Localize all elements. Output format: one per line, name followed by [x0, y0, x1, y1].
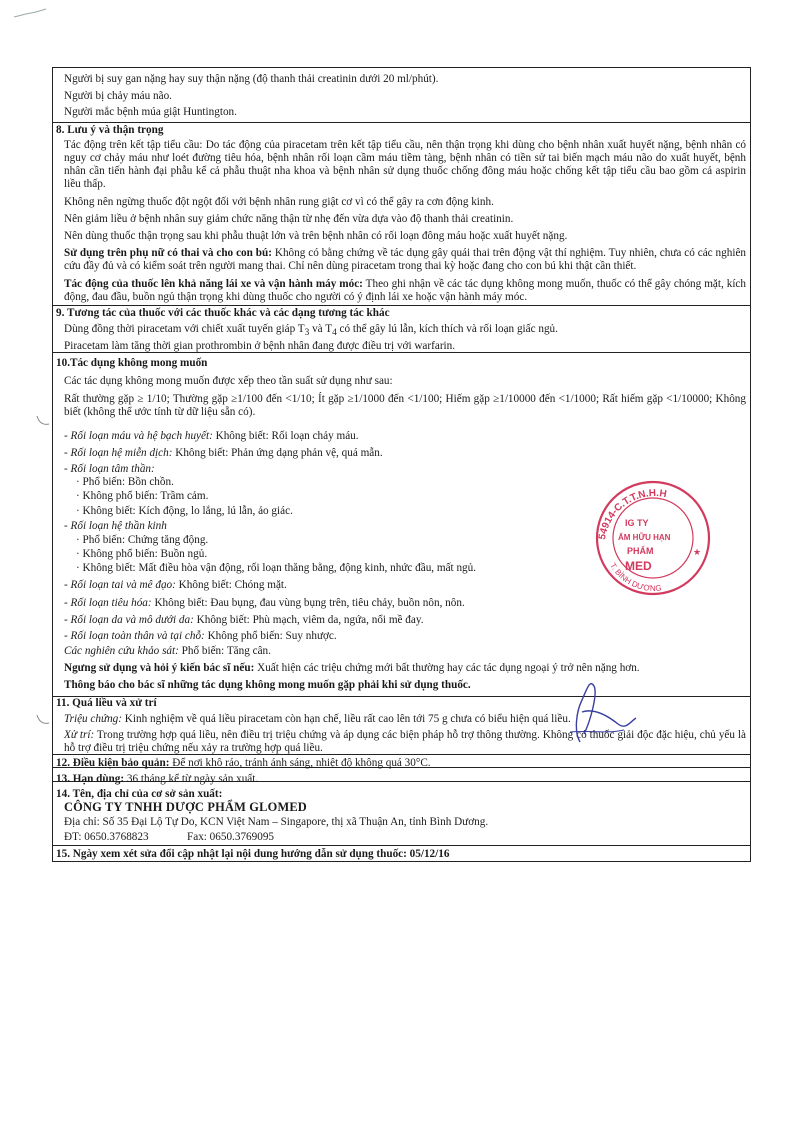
row-divider: [53, 696, 750, 697]
ae-psychiatric: - Rối loạn tâm thần:: [64, 463, 155, 475]
ae-label: Rối loạn máu và hệ bạch huyết:: [70, 430, 213, 442]
section-8-paragraph: Không nên ngừng thuốc đột ngột đối với bệnh nhân rung giật cơ vì có thể gây ra cơn động kinh.: [64, 196, 494, 208]
ae-text: Không biết: Phù mạch, viêm da, ngứa, nổi mề đay.: [193, 614, 424, 626]
ae-text: Phổ biến: Tăng cân.: [178, 645, 271, 657]
section-10-title: 10.Tác dụng không mong muốn: [56, 357, 208, 369]
stop-text: Xuất hiện các triệu chứng mới bất thường hay các tác dụng ngoại ý trở nên nặng hơn.: [254, 662, 640, 674]
company-name: CÔNG TY TNHH DƯỢC PHẨM GLOMED: [64, 800, 307, 814]
company-stamp: [585, 470, 715, 600]
ae-investigations: [64, 645, 271, 658]
contraindication-line: Người bị chảy máu não.: [64, 90, 172, 102]
section-11-title: 11. Quá liều và xử trí: [56, 697, 157, 709]
ae-sub-item: · Không biết: Mất điều hòa vận động, rối loạn thăng bằng, động kinh, nhức đầu, mất ngủ.: [76, 562, 477, 574]
overdose-treatment: [64, 729, 746, 755]
row-divider: [53, 122, 750, 123]
ae-label: Rối loạn hệ thần kinh: [70, 520, 167, 532]
ae-blood: - Rối loạn máu và hệ bạch huyết: Không biết: Rối loạn chảy máu.: [64, 430, 359, 442]
revision-label: 15. Ngày xem xét sửa đổi cập nhật lại nội dung hướng dẫn sử dụng thuốc:: [56, 848, 407, 860]
ae-gastro: - Rối loạn tiêu hóa: Không biết: Đau bụng, đau vùng bụng trên, tiêu chảy, buồn nôn, nôn.: [64, 597, 465, 609]
pregnancy-paragraph: [64, 247, 746, 273]
treatment-text: Trong trường hợp quá liều, nên điều trị triệu chứng và áp dụng các biện pháp hỗ trợ thông thường. Không có thuốc giải độc đặc hiệu, chủ yếu là hỗ trợ điều trị triệu chứng nếu xảy ra trường hợp quá liều.: [64, 729, 746, 754]
ae-text: Không biết: Phản ứng dạng phản vệ, quá mẫn.: [172, 447, 383, 459]
section-8-paragraph: Nên giảm liều ở bệnh nhân suy giảm chức năng thận từ nhẹ đến vừa dựa vào độ thanh thải creatinin.: [64, 213, 514, 225]
symptom-label: Triệu chứng:: [64, 713, 122, 725]
stamp-line: ẨM HỮU HẠN: [618, 533, 671, 542]
overdose-symptoms: [64, 713, 571, 726]
treatment-label: Xử trí:: [64, 729, 95, 741]
shelf-life-text: 36 tháng kể từ ngày sản xuất.: [124, 773, 259, 785]
ae-label: Rối loạn tâm thần:: [70, 463, 155, 475]
ae-text: Không biết: Đau bụng, đau vùng bụng trên, tiêu chảy, buồn nôn, nôn.: [151, 597, 465, 609]
thyroid-text: có thể gây lú lẫn, kích thích và rối loạn giấc ngủ.: [336, 323, 558, 335]
section-15-revision: [56, 848, 449, 861]
section-13-shelf-life: [56, 773, 258, 786]
ae-sub-item: · Không phổ biến: Trầm cảm.: [76, 490, 209, 502]
stop-use-line: [64, 662, 640, 675]
ae-label: Rối loạn da và mô dưới da:: [70, 614, 194, 626]
symptom-text: Kinh nghiệm về quá liều piracetam còn hạn chế, liều rất cao lên tới 75 g chưa có biểu hiện quá liều.: [122, 713, 571, 725]
storage-text: Để nơi khô ráo, tránh ánh sáng, nhiệt độ không quá 30°C.: [169, 757, 431, 769]
signature: [560, 672, 640, 746]
ae-sub-item: · Phổ biến: Bồn chồn.: [76, 476, 174, 488]
contraindication-line: Người bị suy gan nặng hay suy thận nặng (độ thanh thải creatinin dưới 20 ml/phút).: [64, 73, 439, 85]
notify-doctor-line: Thông báo cho bác sĩ những tác dụng không mong muốn gặp phải khi sử dụng thuốc.: [64, 679, 471, 691]
scan-mark: [12, 6, 48, 20]
section-8-platelet-paragraph: Tác động trên kết tập tiểu cầu: Do tác động của piracetam trên kết tập tiểu cầu, nên thận trọng khi dùng cho bệnh nhân xuất huyết nặng, bệnh nhân có nguy cơ chảy máu như loét đường tiêu hóa, bệnh nhân rối loạn cầm máu tiềm tàng, bệnh nhân có tiền sử tai biến mạch máu não do xuất huyết, bệnh nhân cần tiến hành đại phẫu kể cả phẫu thuật nha khoa và bệnh nhân sử dụng thuốc chống đông máu hoặc chống kết tập tiểu cầu bao gồm cả aspirin liều thấp.: [64, 139, 746, 190]
frequency-definition: Rất thường gặp ≥ 1/10; Thường gặp ≥1/100 đến <1/10; Ít gặp ≥1/1000 đến <1/100; Hiếm gặp ≥1/10000 đến <1/1000; Rất hiếm gặp <1/10000; Không biết (không thể ước tính từ dữ liệu sẵn có).: [64, 393, 746, 418]
ae-nervous: - Rối loạn hệ thần kinh: [64, 520, 167, 532]
section-9-warfarin-line: Piracetam làm tăng thời gian prothrombin ở bệnh nhân đang được điều trị với warfarin.: [64, 340, 456, 352]
pregnancy-label: Sử dụng trên phụ nữ có thai và cho con bú:: [64, 247, 272, 259]
thyroid-text: và T: [309, 323, 333, 335]
thyroid-text: Dùng đồng thời piracetam với chiết xuất tuyến giáp T: [64, 323, 305, 335]
ae-label: Rối loạn toàn thân và tại chỗ:: [70, 630, 205, 642]
ae-skin: - Rối loạn da và mô dưới da: Không biết: Phù mạch, viêm da, ngứa, nổi mề đay.: [64, 614, 424, 626]
punch-hole-mark: [34, 412, 52, 430]
ae-text: Không biết: Chóng mặt.: [175, 579, 287, 591]
section-12-storage: [56, 757, 431, 770]
row-divider: [53, 305, 750, 306]
stamp-star: ★: [693, 547, 702, 557]
subscript: 3: [304, 328, 310, 339]
ae-label: Rối loạn tai và mê đạo:: [70, 579, 176, 591]
punch-hole-mark: [34, 711, 52, 729]
driving-paragraph: [64, 278, 746, 304]
driving-label: Tác động của thuốc lên khả năng lái xe và vận hành máy móc:: [64, 278, 363, 290]
shelf-life-label: 13. Hạn dùng:: [56, 773, 125, 785]
company-fax: Fax: 0650.3769095: [187, 831, 275, 843]
ae-general: - Rối loạn toàn thân và tại chỗ: Không phổ biến: Suy nhược.: [64, 630, 337, 642]
company-address: Địa chỉ: Số 35 Đại Lộ Tự Do, KCN Việt Nam – Singapore, thị xã Thuận An, tỉnh Bình Dương.: [64, 816, 489, 828]
company-phone: ĐT: 0650.3768823: [64, 831, 149, 843]
stamp-arc-top: 54914-C.T.T.N.H.H: [597, 487, 668, 541]
stamp-arc-bottom: T. BÌNH DƯƠNG: [608, 561, 663, 593]
stamp-line: IG TY: [625, 518, 649, 528]
ae-label: Rối loạn tiêu hóa:: [70, 597, 152, 609]
ae-sub-item: · Không biết: Kích động, lo lắng, lú lẫn, ảo giác.: [76, 505, 293, 517]
ae-text: Không biết: Rối loạn chảy máu.: [212, 430, 359, 442]
ae-label: Rối loạn hệ miễn dịch:: [70, 447, 173, 459]
revision-date: 05/12/16: [406, 848, 450, 860]
pregnancy-text: Không có bằng chứng về tác dụng gây quái thai trên động vật thí nghiệm. Tuy nhiên, chưa có các nghiên cứu đầy đủ và có kiểm soát trên người mang thai. Chỉ nên dùng piracetam trong thai kỳ hoặc đang cho con bú khi thật cần thiết.: [64, 247, 747, 272]
contraindication-line: Người mắc bệnh múa giật Huntington.: [64, 106, 237, 118]
ae-ear: - Rối loạn tai và mê đạo: Không biết: Chóng mặt.: [64, 579, 287, 591]
section-8-paragraph: Nên dùng thuốc thận trọng sau khi phẫu thuật lớn và trên bệnh nhân có rối loạn đông máu hoặc xuất huyết nặng.: [64, 230, 568, 242]
storage-label: 12. Điều kiện bảo quản:: [56, 757, 170, 769]
stop-label: Ngưng sử dụng và hỏi ý kiến bác sĩ nếu:: [64, 662, 255, 674]
stamp-line: PHẨM: [627, 546, 654, 556]
section-9-title: 9. Tương tác của thuốc với các thuốc khác và các dạng tương tác khác: [56, 307, 390, 319]
section-8-title: 8. Lưu ý và thận trọng: [56, 124, 164, 136]
row-divider: [53, 845, 750, 846]
driving-text: Theo ghi nhận về các tác dụng không mong muốn, thuốc có thể gây chóng mặt, kích động, đau đầu, buồn ngủ thận trọng khi dùng thuốc cho người có ý định lái xe hoặc vận hành máy móc.: [64, 278, 746, 303]
ae-sub-item: · Không phổ biến: Buồn ngủ.: [76, 548, 208, 560]
ae-label: Các nghiên cứu khảo sát:: [64, 645, 179, 657]
ae-text: Không phổ biến: Suy nhược.: [204, 630, 337, 642]
section-10-intro: Các tác dụng không mong muốn được xếp theo tần suất sử dụng như sau:: [64, 375, 393, 387]
section-9-thyroid-line: [64, 323, 558, 340]
stamp-line: MED: [625, 559, 652, 573]
section-14-title: 14. Tên, địa chỉ của cơ sở sản xuất:: [56, 788, 223, 800]
subscript: 4: [332, 328, 337, 339]
ae-immune: - Rối loạn hệ miễn dịch: Không biết: Phản ứng dạng phản vệ, quá mẫn.: [64, 447, 383, 459]
ae-sub-item: · Phổ biến: Chứng tăng động.: [76, 534, 209, 546]
